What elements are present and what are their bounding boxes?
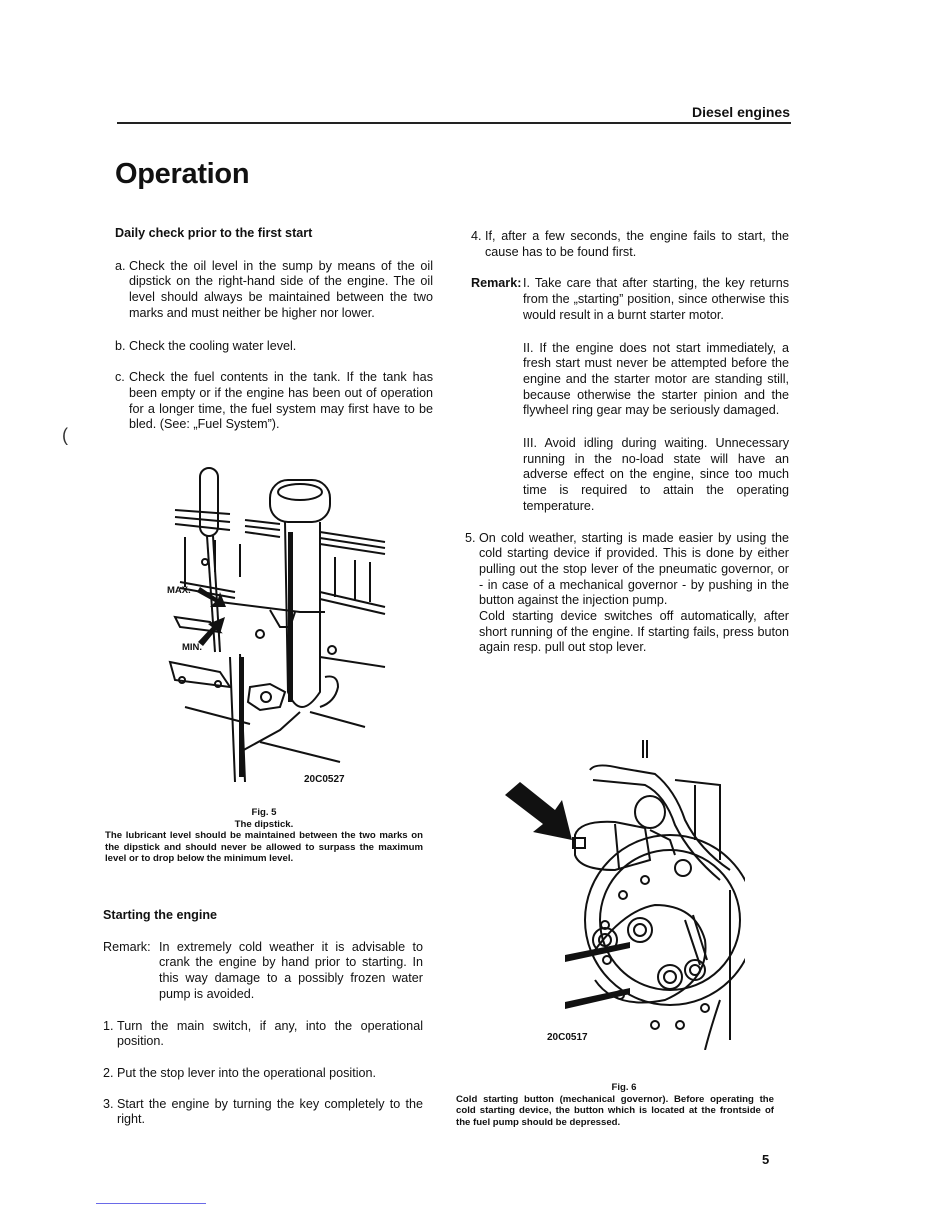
page-number: 5 (762, 1152, 770, 1167)
remark-2-label: Remark: (471, 276, 522, 291)
item-text: Check the fuel contents in the tank. If the tank has been empty or if the engine has been out of operation for a longer time, the fuel system may first have to be bled. (See: „Fuel System”). (129, 370, 433, 432)
figure-5-caption (105, 807, 423, 865)
figure-6-caption-text: Cold starting button (mechanical governor). Before operating the cold starting device, the button which is located at the frontside of the fuel pump should be depressed. (456, 1093, 774, 1128)
daily-check-item-c (115, 370, 433, 433)
step-text: Turn the main switch, if any, into the operational position. (117, 1018, 423, 1049)
max-label: MAX. (167, 585, 191, 596)
header-rule (117, 122, 791, 124)
page-title: Operation (115, 158, 250, 190)
figure-5-code: 20C0527 (304, 774, 345, 785)
step-text: Start the engine by turning the key completely to the right. (117, 1096, 423, 1127)
starting-remark (103, 940, 423, 1003)
remark-text: In extremely cold weather it is advisable to crank the engine by hand prior to starting. In this way damage to a possibly frozen water pump is avoided. (159, 939, 423, 1001)
step-marker: 1. (103, 1018, 114, 1033)
item-marker: b. (115, 338, 126, 353)
step-marker: 2. (103, 1065, 114, 1080)
right-column (465, 229, 789, 656)
footer-rule (96, 1203, 206, 1204)
remark-2-point-2: II. If the engine does not start immediately, a fresh start must never be attempted before the engine and the starter motor are standing still, because otherwise the starter pinion and the flywheel ring gear may be seriously damaged. (523, 340, 789, 418)
figure-5-title: The dipstick. (234, 818, 294, 830)
step-marker: 3. (103, 1096, 114, 1111)
figure-5-caption-text: The lubricant level should be maintained between the two marks on the dipstick and should never be allowed to surpass the maximum level or to drop below the minimum level. (105, 830, 423, 865)
step-3 (103, 1097, 423, 1128)
item-text: Check the oil level in the sump by means of the oil dipstick on the right-hand side of the engine. The oil level should always be maintained between the two marks and must neither be higher nor lower. (129, 258, 433, 320)
item-text: Check the cooling water level. (129, 338, 297, 353)
remark-2 (471, 276, 789, 514)
remark-2-point-1: I. Take care that after starting, the key returns from the „starting” position, since otherwise this would result in a burnt starter motor. (523, 276, 789, 322)
starting-section (103, 908, 423, 1128)
step-2 (103, 1066, 423, 1082)
remark-2-point-3: III. Avoid idling during waiting. Unnecessary running in the no-load state will have an adverse effect on the engine, since too much time is required to attain the operating temperature. (523, 436, 789, 513)
step-5-text-2: Cold starting device switches off automatically, after short running of the engine. If starting fails, press buton again resp. pull out stop lever. (479, 609, 789, 655)
step-1 (103, 1019, 423, 1050)
step-5 (465, 531, 789, 657)
item-marker: a. (115, 258, 126, 273)
daily-check-heading: Daily check prior to the first start (115, 226, 313, 240)
step-marker: 4. (471, 229, 482, 243)
step-marker: 5. (465, 530, 476, 545)
margin-mark: ( (62, 425, 68, 445)
running-header: Diesel engines (691, 104, 790, 120)
daily-check-item-b (115, 339, 433, 355)
remark-label: Remark: (103, 939, 151, 954)
min-label: MIN. (182, 642, 203, 653)
step-5-text: On cold weather, starting is made easier by using the cold starting device if provided. This is done by either pulling out the stop lever of the pneumatic governor, or - in case of a mechanical governor - by pushing in the button against the injection pump. (479, 530, 789, 608)
dipstick-drawing (160, 462, 390, 782)
figure-6-caption (456, 1082, 774, 1128)
daily-check-section (115, 226, 433, 433)
figure-6-number: Fig. 6 (611, 1082, 637, 1093)
step-4 (471, 229, 789, 260)
cold-start-button-drawing (495, 740, 745, 1050)
starting-heading: Starting the engine (103, 908, 218, 922)
figure-5-dipstick-illustration (160, 462, 390, 785)
figure-6-cold-start-illustration (495, 740, 745, 1050)
daily-check-item-a (115, 259, 433, 322)
figure-5-number: Fig. 5 (251, 807, 277, 818)
figure-6-code: 20C0517 (547, 1032, 588, 1043)
item-marker: c. (115, 370, 125, 385)
step-text: Put the stop lever into the operational position. (117, 1065, 377, 1080)
step-text: If, after a few seconds, the engine fails to start, the cause has to be found first. (485, 229, 789, 259)
